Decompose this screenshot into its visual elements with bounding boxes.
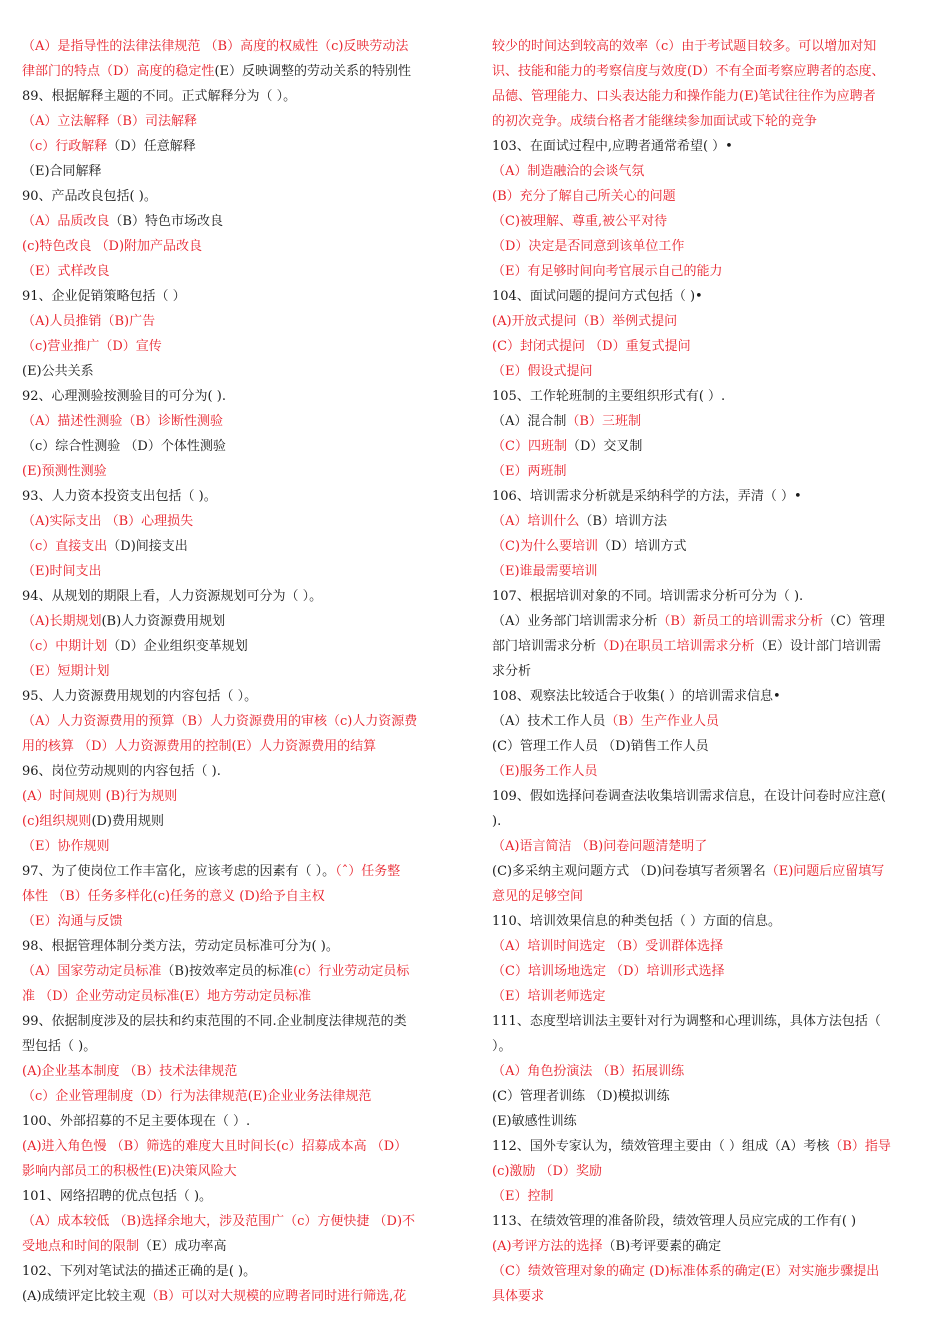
- text-line: [492, 559, 932, 584]
- text-line: [22, 34, 454, 59]
- question-text: （D）培训方式: [598, 539, 687, 554]
- text-line: [22, 384, 454, 409]
- text-line: [22, 909, 454, 934]
- text-line: [22, 634, 454, 659]
- question-text: (C）管理工作人员 （D)销售工作人员: [492, 739, 709, 754]
- answer-text: （c）直接支出: [22, 539, 108, 554]
- text-line: [22, 434, 454, 459]
- text-line: [22, 1059, 454, 1084]
- answer-text: 具体要求: [492, 1289, 545, 1304]
- question-text: （D）企业组织变革规划: [107, 639, 248, 654]
- text-line: [492, 159, 932, 184]
- question-text: 99、依据制度涉及的层扶和约束范围的不同.企业制度法律规范的类: [22, 1014, 407, 1029]
- text-line: [492, 1284, 932, 1309]
- answer-text: (A)考评方法的选择: [492, 1239, 603, 1254]
- question-text: (D)费用规则: [91, 814, 165, 829]
- text-line: [492, 434, 932, 459]
- text-line: [22, 1084, 454, 1109]
- question-text: 109、假如选择问卷调查法收集培训需求信息，在设计问卷时应注意(: [492, 789, 886, 804]
- question-text: 108、观察法比较适合于收集( ）的培训需求信息•: [492, 689, 781, 704]
- answer-text: 意见的足够空间: [492, 889, 584, 904]
- text-line: [22, 1284, 454, 1309]
- answer-text: （B）可以对大规模的应聘者同时进行筛选,花: [145, 1289, 407, 1304]
- text-line: [492, 359, 932, 384]
- text-line: [22, 109, 454, 134]
- answer-text: （A）成本较低 （B)选择余地大，涉及范围广（c）方便快捷 （D)不: [22, 1214, 416, 1229]
- answer-text: （A)长期规划: [22, 614, 102, 629]
- answer-text: （B）新员工的培训需求分析: [657, 614, 823, 629]
- text-line: [22, 959, 454, 984]
- text-line: [22, 284, 454, 309]
- text-line: [492, 834, 932, 859]
- text-line: [492, 634, 932, 659]
- answer-text: （c）企业管理制度（D）行为法律规范(E)企业业务法律规范: [22, 1089, 372, 1104]
- answer-text: 体性 （B）任务多样化(c)任务的意义 (D)给予自主权: [22, 889, 325, 904]
- text-line: [492, 134, 932, 159]
- question-text: (E）反映调整的劳动关系的特别性: [214, 64, 411, 79]
- answer-text: （A)语言简洁 （B)问卷问题清楚明了: [492, 839, 708, 854]
- answer-text: (c)激励 （D）奖励: [492, 1164, 602, 1179]
- text-line: [492, 309, 932, 334]
- answer-text: （E)问题后应留填写: [765, 864, 885, 879]
- question-text: 110、培训效果信息的种类包括（ ）方面的信息。: [492, 914, 781, 929]
- question-text: （c）综合性测验 （D）个体性测验: [22, 439, 226, 454]
- text-line: [22, 609, 454, 634]
- question-text: (C）管理者训练 （D)模拟训练: [492, 1089, 670, 1104]
- answer-text: 的初次竞争。成绩台格者才能继续参加面试或下轮的竞争: [492, 114, 818, 129]
- text-line: [492, 934, 932, 959]
- text-line: [22, 759, 454, 784]
- answer-text: (A）时间规则 (B)行为规则: [22, 789, 178, 804]
- answer-text: 受地点和时间的限制: [22, 1239, 140, 1254]
- text-line: [22, 584, 454, 609]
- answer-text: （ˆ）任务整: [335, 864, 401, 879]
- text-line: [492, 1184, 932, 1209]
- answer-text: （E）有足够时间向考官展示自己的能力: [492, 264, 723, 279]
- text-line: [22, 934, 454, 959]
- text-line: [492, 1209, 932, 1234]
- answer-text: （C）绩效管理对象的确定 (D)标准体系的确定(E）对实施步骤提出: [492, 1264, 880, 1279]
- text-line: [492, 234, 932, 259]
- question-text: 100、外部招募的不足主要体现在（ ）.: [22, 1114, 251, 1129]
- answer-text: （c)营业推广（D）宣传: [22, 339, 162, 354]
- question-text: (E)敏感性训练: [492, 1114, 577, 1129]
- answer-text: (E)预测性测验: [22, 464, 107, 479]
- answer-text: （B）三班制: [566, 414, 641, 429]
- question-text: 107、根据培训对象的不同。培训需求分析可分为（ ).: [492, 589, 804, 604]
- answer-text: （A）角色扮演法 （B）拓展训练: [492, 1064, 685, 1079]
- question-text: （B)考评要素的确定: [602, 1239, 722, 1254]
- answer-text: (B）充分了解自己所关心的问题: [492, 189, 676, 204]
- answer-text: （A）品质改良: [22, 214, 110, 229]
- text-line: [22, 834, 454, 859]
- text-line: [22, 134, 454, 159]
- answer-text: 影响内部员工的积极性(E)决策风险大: [22, 1164, 237, 1179]
- answer-text: （A)实际支出 （B）心理损失: [22, 514, 194, 529]
- text-line: [22, 659, 454, 684]
- question-text: 94、从规划的期限上看，人力资源规划可分为（ ）。: [22, 589, 323, 604]
- answer-text: (c)组织规则: [22, 814, 92, 829]
- question-text: 113、在绩效管理的准备阶段，绩效管理人员应完成的工作有( ): [492, 1214, 857, 1229]
- answer-text: (A)企业基本制度 （B）技术法律规范: [22, 1064, 238, 1079]
- text-line: [22, 484, 454, 509]
- answer-text: （E）协作规则: [22, 839, 110, 854]
- text-line: [492, 534, 932, 559]
- answer-text: （E）假设式提问: [492, 364, 593, 379]
- text-line: [492, 859, 932, 884]
- text-line: [22, 534, 454, 559]
- text-line: [492, 609, 932, 634]
- text-line: [22, 1034, 454, 1059]
- text-line: [22, 459, 454, 484]
- question-text: （D）交叉制: [566, 439, 643, 454]
- text-line: [492, 259, 932, 284]
- answer-text: （C)为什么要培训: [492, 539, 599, 554]
- answer-text: (c）行业劳动定员标: [293, 964, 410, 979]
- question-text: （D)间接支出: [107, 539, 188, 554]
- question-text: 98、根据管理体制分类方法，劳动定员标准可分为( )。: [22, 939, 339, 954]
- answer-text: （E）控制: [492, 1189, 554, 1204]
- answer-text: （A）培训什么: [492, 514, 580, 529]
- answer-text: 律部门的特点（D）高度的稳定性: [22, 64, 215, 79]
- answer-text: 准 （D）企业劳动定员标准(E）地方劳动定员标准: [22, 989, 312, 1004]
- text-line: [22, 209, 454, 234]
- answer-text: （D）决定是否同意到该单位工作: [492, 239, 685, 254]
- answer-text: (c)特色改良 （D)附加产品改良: [22, 239, 203, 254]
- text-line: [22, 184, 454, 209]
- question-text: (E)公共关系: [22, 364, 94, 379]
- answer-text: （E）短期计划: [22, 664, 110, 679]
- text-line: [22, 334, 454, 359]
- text-line: [492, 884, 932, 909]
- text-line: [492, 909, 932, 934]
- answer-text: （D)在职员工培训需求分析: [596, 639, 755, 654]
- question-text: （A）技术工作人员: [492, 714, 606, 729]
- question-text: (B)人力资源费用规划: [101, 614, 226, 629]
- text-line: [22, 59, 454, 84]
- answer-text: （B）生产作业人员: [605, 714, 719, 729]
- text-line: [22, 84, 454, 109]
- text-line: [22, 1134, 454, 1159]
- question-text: 89、根据解释主题的不同。正式解释分为（ ）。: [22, 89, 297, 104]
- question-text: (C)多采纳主观问题方式 （D)问卷填写者须署名: [492, 864, 766, 879]
- question-text: 105、工作轮班制的主要组织形式有( ）.: [492, 389, 726, 404]
- text-line: [22, 734, 454, 759]
- question-text: （B）特色市场改良: [109, 214, 223, 229]
- text-line: [492, 209, 932, 234]
- text-line: [22, 1159, 454, 1184]
- text-line: [492, 284, 932, 309]
- answer-text: （E）培训老师选定: [492, 989, 606, 1004]
- answer-text: 较少的时间达到较高的效率（c）由于考试题目较多。可以增加对知: [492, 39, 877, 54]
- text-line: [22, 1109, 454, 1134]
- answer-text: （C）培训场地选定 （D）培训形式选择: [492, 964, 725, 979]
- question-text: ）。: [492, 1039, 512, 1054]
- text-line: [492, 659, 932, 684]
- text-line: [22, 984, 454, 1009]
- text-line: [492, 784, 932, 809]
- question-text: 104、面试问题的提问方式包括（ )•: [492, 289, 703, 304]
- answer-text: （E）两班制: [492, 464, 567, 479]
- text-line: [492, 1234, 932, 1259]
- answer-text: 识、技能和能力的考察信度与效度(D）不有全面考察应聘者的态度、: [492, 64, 885, 79]
- right-column: [462, 34, 932, 1344]
- question-text: 93、人力资本投资支出包括（ )。: [22, 489, 217, 504]
- text-line: [22, 159, 454, 184]
- question-text: 部门培训需求分析: [492, 639, 597, 654]
- answer-text: （A）培训时间选定 （B）受训群体选择: [492, 939, 724, 954]
- text-line: [492, 809, 932, 834]
- text-line: [492, 1034, 932, 1059]
- text-line: [22, 1184, 454, 1209]
- text-line: [22, 1209, 454, 1234]
- text-line: [492, 1259, 932, 1284]
- text-line: [492, 34, 932, 59]
- answer-text: （c）行政解释: [22, 139, 108, 154]
- question-text: 91、企业促销策略包括（ ）: [22, 289, 186, 304]
- question-text: 96、岗位劳动规则的内容包括（ ).: [22, 764, 221, 779]
- question-text: （A）混合制: [492, 414, 567, 429]
- question-text: 112、国外专家认为，绩效管理主要由（ ）组成（A）考核: [492, 1139, 830, 1154]
- text-line: [492, 384, 932, 409]
- text-line: [492, 1159, 932, 1184]
- text-line: [492, 959, 932, 984]
- answer-text: （E）式样改良: [22, 264, 110, 279]
- question-text: (A)成绩评定比较主观: [22, 1289, 146, 1304]
- text-line: [492, 509, 932, 534]
- answer-text: （B）指导: [829, 1139, 891, 1154]
- text-line: [492, 184, 932, 209]
- question-text: 型包括（ )。: [22, 1039, 97, 1054]
- question-text: （E）成功率高: [139, 1239, 227, 1254]
- text-line: [492, 1059, 932, 1084]
- answer-text: 用的核算 （D）人力资源费用的控制(E）人力资源费用的结算: [22, 739, 377, 754]
- question-text: （A）业务部门培训需求分析: [492, 614, 658, 629]
- question-text: （B)按效率定员的标准: [161, 964, 294, 979]
- answer-text: （A)人员推销（B)广告: [22, 314, 156, 329]
- answer-text: （E)服务工作人员: [492, 764, 598, 779]
- answer-text: (A)开放式提问（B）举例式提问: [492, 314, 678, 329]
- question-text: 求分析: [492, 664, 532, 679]
- question-text: ).: [492, 814, 502, 829]
- answer-text: (A)进入角色慢 （B）筛选的难度大且时间长(c）招募成本高 （D）: [22, 1139, 408, 1154]
- answer-text: （A）立法解释（B）司法解释: [22, 114, 197, 129]
- question-text: 106、培训需求分析就是采纳科学的方法，弄清（ ）•: [492, 489, 802, 504]
- text-line: [492, 334, 932, 359]
- text-line: [492, 484, 932, 509]
- answer-text: （A）是指导性的法律法律规范 （B）高度的权威性（c)反映劳动法: [22, 39, 409, 54]
- question-text: 90、产品改良包括( )。: [22, 189, 157, 204]
- question-text: （E）设计部门培训需: [754, 639, 882, 654]
- text-line: [22, 234, 454, 259]
- text-line: [492, 84, 932, 109]
- question-text: （B）培训方法: [579, 514, 667, 529]
- text-line: [492, 1009, 932, 1034]
- text-line: [22, 259, 454, 284]
- text-line: [22, 509, 454, 534]
- question-text: （C）管理: [822, 614, 885, 629]
- text-line: [22, 884, 454, 909]
- answer-text: （C）四班制: [492, 439, 567, 454]
- text-line: [492, 459, 932, 484]
- question-text: 111、态度型培训法主要针对行为调整和心理训练，具体方法包括（: [492, 1014, 881, 1029]
- answer-text: （E)谁最需要培训: [492, 564, 598, 579]
- answer-text: （A）人力资源费用的预算（B）人力资源费用的审核（c)人力资源费: [22, 714, 418, 729]
- text-line: [22, 409, 454, 434]
- text-line: [22, 859, 454, 884]
- answer-text: （A）描述性测验（B）诊断性测验: [22, 414, 223, 429]
- text-line: [492, 584, 932, 609]
- answer-text: （C)被理解、尊重,被公平对待: [492, 214, 668, 229]
- text-line: [22, 809, 454, 834]
- question-text: 101、网络招聘的优点包括（ )。: [22, 1189, 213, 1204]
- text-line: [492, 59, 932, 84]
- text-line: [22, 309, 454, 334]
- text-line: [492, 1109, 932, 1134]
- text-line: [22, 1259, 454, 1284]
- answer-text: （E）沟通与反馈: [22, 914, 123, 929]
- answer-text: （E)时间支出: [22, 564, 102, 579]
- question-text: 102、下列对笔试法的描述正确的是( )。: [22, 1264, 257, 1279]
- left-column: [22, 34, 462, 1344]
- question-text: 103、在面试过程中,应聘者通常希望( ）•: [492, 139, 733, 154]
- question-text: （D）任意解释: [107, 139, 196, 154]
- text-line: [22, 359, 454, 384]
- question-text: （E)合同解释: [22, 164, 102, 179]
- text-line: [492, 1084, 932, 1109]
- text-line: [22, 784, 454, 809]
- text-line: [22, 1234, 454, 1259]
- text-line: [492, 684, 932, 709]
- answer-text: （c）中期计划: [22, 639, 108, 654]
- question-text: 97、为了使岗位工作丰富化，应该考虑的因素有（ ）。: [22, 864, 336, 879]
- answer-text: （A）国家劳动定员标准: [22, 964, 162, 979]
- text-line: [492, 109, 932, 134]
- answer-text: 品德、管理能力、口头表达能力和操作能力(E)笔试往往作为应聘者: [492, 89, 876, 104]
- text-line: [22, 684, 454, 709]
- text-line: [22, 1009, 454, 1034]
- text-line: [492, 734, 932, 759]
- text-line: [22, 709, 454, 734]
- answer-text: （A）制造融洽的会谈气氛: [492, 164, 645, 179]
- question-text: 92、心理测验按测验目的可分为( ).: [22, 389, 226, 404]
- question-text: 95、人力资源费用规划的内容包括（ ）。: [22, 689, 258, 704]
- answer-text: (C）封闭式提问 （D）重复式提问: [492, 339, 691, 354]
- text-line: [492, 1134, 932, 1159]
- text-line: [492, 409, 932, 434]
- text-line: [492, 984, 932, 1009]
- text-line: [492, 759, 932, 784]
- text-line: [492, 709, 932, 734]
- text-line: [22, 559, 454, 584]
